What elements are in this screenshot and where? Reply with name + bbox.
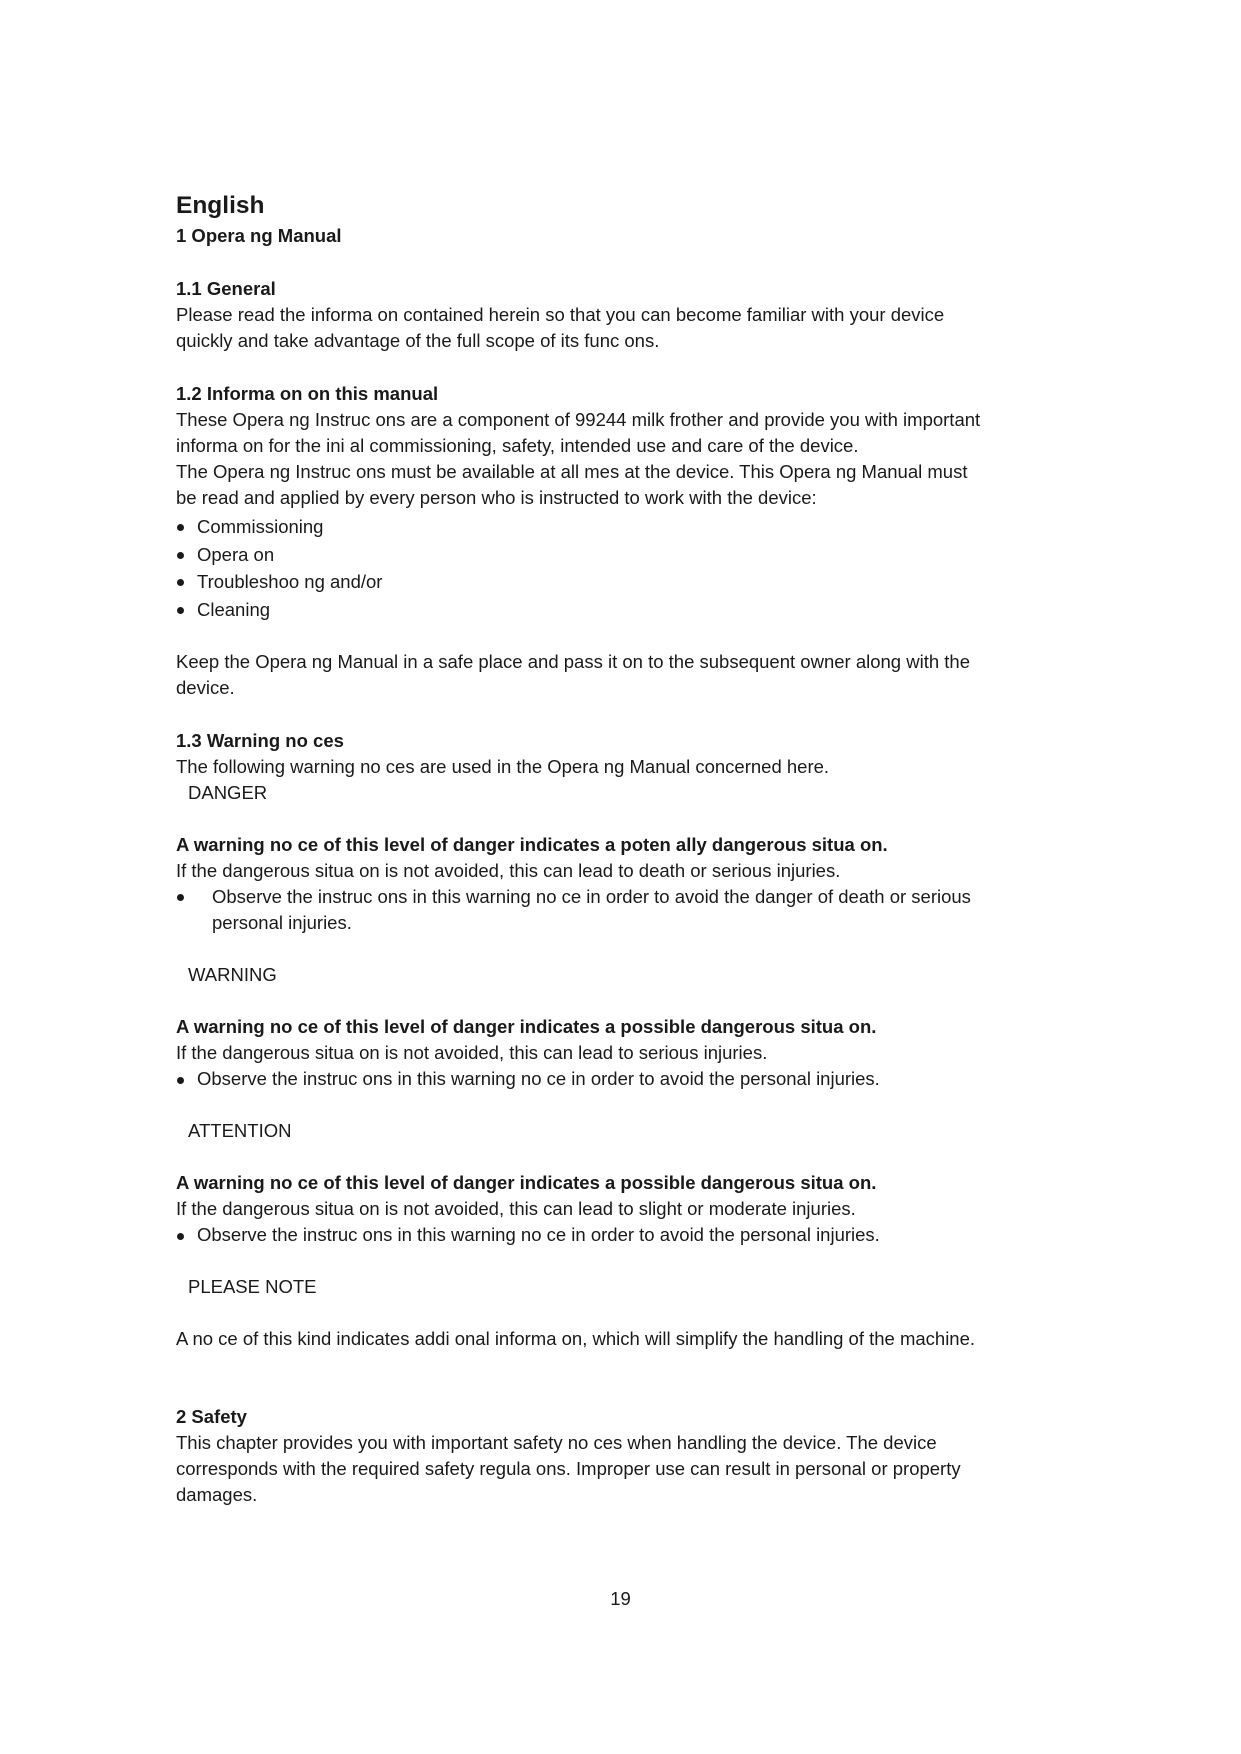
list-item: Cleaning xyxy=(176,596,1066,624)
manual-info-text-line: These Opera ng Instruc ons are a component of 99244 milk frother and provide you with important xyxy=(176,409,981,430)
list-item: Troubleshoo ng and/or xyxy=(176,568,1066,596)
manual-info-text-line: informa on for the ini al commissioning, safety, intended use and care of the device. xyxy=(176,435,859,456)
danger-label: DANGER xyxy=(188,782,268,803)
warning-consequence: If the dangerous situa on is not avoided, this can lead to serious injuries. xyxy=(176,1042,768,1063)
section-safety-heading: 2 Safety xyxy=(176,1406,247,1427)
attention-label: ATTENTION xyxy=(188,1120,292,1141)
attention-instruction: Observe the instruc ons in this warning no ce in order to avoid the personal injuries. xyxy=(176,1222,1066,1248)
danger-definition: A warning no ce of this level of danger indicates a poten ally dangerous situa on. xyxy=(176,834,888,855)
section-general-heading: 1.1 General xyxy=(176,278,276,299)
safety-text-line: This chapter provides you with important safety no ces when handling the device. The device xyxy=(176,1432,937,1453)
warning-definition: A warning no ce of this level of danger indicates a possible dangerous situa on. xyxy=(176,1016,877,1037)
danger-consequence: If the dangerous situa on is not avoided, this can lead to death or serious injuries. xyxy=(176,860,841,881)
list-item: Opera on xyxy=(176,541,1066,569)
section-warnings-heading: 1.3 Warning no ces xyxy=(176,730,344,751)
page-content xyxy=(176,190,1066,1508)
danger-instruction-line: personal injuries. xyxy=(212,912,352,933)
danger-instruction-line: Observe the instruc ons in this warning no ce in order to avoid the danger of death or serious xyxy=(212,886,971,907)
general-text-line: quickly and take advantage of the full scope of its func ons. xyxy=(176,330,660,351)
manual-info-text-line: The Opera ng Instruc ons must be available at all mes at the device. This Opera ng Manual must xyxy=(176,461,968,482)
safety-text-line: damages. xyxy=(176,1484,258,1505)
general-text-line: Please read the informa on contained herein so that you can become familiar with your device xyxy=(176,304,945,325)
chapter-title: 1 Opera ng Manual xyxy=(176,225,342,246)
page-number: 19 xyxy=(610,1588,631,1609)
note-label: PLEASE NOTE xyxy=(188,1276,317,1297)
danger-instruction xyxy=(176,884,1066,936)
section-manual-info-heading: 1.2 Informa on on this manual xyxy=(176,383,439,404)
manual-info-text-line: be read and applied by every person who is instructed to work with the device: xyxy=(176,487,817,508)
warnings-intro: The following warning no ces are used in the Opera ng Manual concerned here. xyxy=(176,756,830,777)
list-item: Commissioning xyxy=(176,513,1066,541)
warning-instruction: Observe the instruc ons in this warning no ce in order to avoid the personal injuries. xyxy=(176,1066,1066,1092)
usage-bullet-list xyxy=(176,513,1066,623)
attention-consequence: If the dangerous situa on is not avoided, this can lead to slight or moderate injuries. xyxy=(176,1198,856,1219)
keep-manual-text-line: device. xyxy=(176,677,235,698)
safety-text-line: corresponds with the required safety regula ons. Improper use can result in personal or property xyxy=(176,1458,961,1479)
warning-label: WARNING xyxy=(188,964,277,985)
keep-manual-text-line: Keep the Opera ng Manual in a safe place and pass it on to the subsequent owner along with the xyxy=(176,651,970,672)
note-text: A no ce of this kind indicates addi onal informa on, which will simplify the handling of the machine. xyxy=(176,1328,976,1349)
language-title: English xyxy=(176,192,265,219)
attention-definition: A warning no ce of this level of danger indicates a possible dangerous situa on. xyxy=(176,1172,877,1193)
